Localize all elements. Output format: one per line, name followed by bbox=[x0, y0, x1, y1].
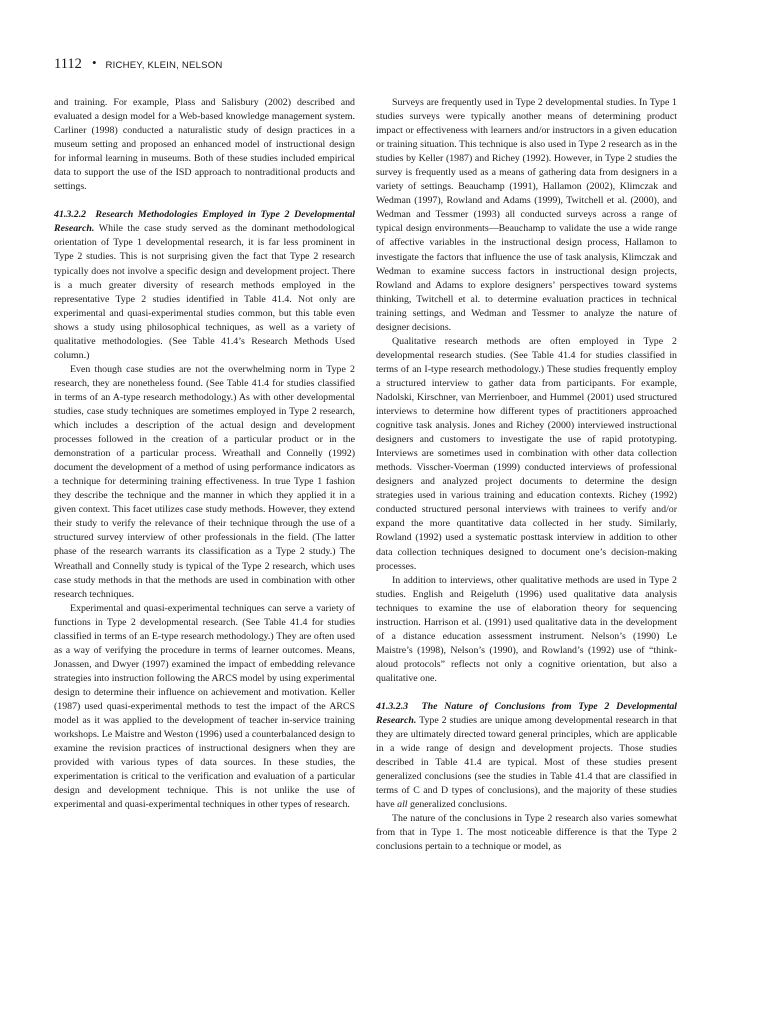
page-number: 1112 bbox=[54, 56, 82, 72]
right-column bbox=[376, 96, 677, 854]
section-number: 41.3.2.3 bbox=[376, 700, 409, 712]
section-title: Research Methodologies Employed in Type 2 Developmental Research. bbox=[54, 209, 355, 235]
section-paragraph-41-3-2-3 bbox=[376, 700, 677, 812]
paragraph: Qualitative research methods are often employed in Type 2 developmental research studies. (See Table 41.4 for studies classified in terms of an I-type research methodology.) These studies frequently employ a structured interview to gather data from participants. For example, Nadolski, Kirschner, van Merrienboer, and Hummel (2001) used structured interviews to determine how different types of practitioners approached cognitive task analysis. Jones and Richey (2000) interviewed instructional designers and customers to investigate the use of rapid prototyping. Interviews are sometimes used in combination with other data collection methods. Visscher-Voerman (1999) conducted interviews of professional designers and analyzed project documents to determine the design strategies used in various training and education contexts. Richey (1992) conducted structured personal interviews with trainees to verify and/or expand the more quantitative data collected in her study. Similarly, Rowland (1992) used a systematic posttask interview in addition to other data collection techniques designed to document one’s decision-making processes. bbox=[376, 335, 677, 572]
paragraph: In addition to interviews, other qualitative methods are used in Type 2 studies. English and Reigeluth (1996) used qualitative data analysis techniques to examine the use of elaboration theory for sequencing instruction. Harrison et al. (1991) used qualitative data in the development of a distance education assessment instrument. Nelson’s (1990) Le Maistre’s (1998), Nelson’s (1990), and Rowland’s (1992) use of “think-aloud protocols” reflects not only a cognitive orientation, but also a qualitative one. bbox=[376, 574, 677, 684]
running-head: RICHEY, KLEIN, NELSON bbox=[105, 60, 223, 71]
paragraph: Surveys are frequently used in Type 2 developmental studies. In Type 1 studies surveys were typically another means of determining product impact or effectiveness with learners and/or instructors in a given education or training situation. This technique is also used in Type 2 research as in the studies by Keller (1987) and Richey (1992). However, in Type 2 studies the survey is frequently used as a means of gathering data from designers in a variety of settings. Beauchamp (1991), Hallamon (2002), Klimczak and Wedman (1997), Rowland and Adams (1999), Twitchell et al. (2000), and Wedman and Tessmer (1993) all conducted surveys across a range of typical design environments—Beauchamp to validate the use a wide range of affective variables in the instructional design process, Hallamon to investigate the factors that influence the use of task analysis, Klimczak and Wedman to examine success factors in instructional design projects, Rowland and Adams to explore designers’ perspectives toward systems thinking, Twitchell et al. to determine evaluation practices in technical training settings, and Wedman and Tessmer to analyze the nature of designer decisions. bbox=[376, 97, 677, 333]
left-column bbox=[54, 96, 355, 812]
emphasis-all: all bbox=[397, 799, 408, 811]
paragraph: The nature of the conclusions in Type 2 research also varies somewhat from that in Type 1. The most noticeable difference is that the Type 2 conclusions pertain to a technique or model, as bbox=[376, 813, 677, 853]
paragraph: Even though case studies are not the overwhelming norm in Type 2 research, they are nonetheless found. (See Table 41.4 for studies classified in terms of an A-type research methodology.) As with other developmental studies, case study techniques are sometimes employed in Type 2 research, which includes a description of the actual design and development processes followed in the creation of a particular product or in the demonstration of a particular process. Wreathall and Connelly (1992) document the development of a method of using performance indicators as a technique for determining training effectiveness. In true Type 1 fashion they describe the technique and the manner in which they applied it in a given context. This facet utilizes case study methods. However, they extend their study to verify the relevance of their technique through the use of a structured survey interview of other professionals in the field. (The latter phase of the research warrants its classification as a Type 2 study.) The Wreathall and Connelly study is typical of the Type 2 research, which uses case study methods in that the methods are used in combination with other research techniques. bbox=[54, 363, 355, 600]
section-title: The Nature of Conclusions from Type 2 Developmental Research. bbox=[376, 700, 678, 727]
paragraph-body: Type 2 studies are unique among developmental research in that they are ultimately directed toward general principles, which are applicable in a wide range of design and development projects. Those studies described in Table 41.4 are typical. Most of these studies present generalized conclusions (see the studies in Table 41.4 that are classified in terms of C and D types of conclusions), and the majority of these studies have bbox=[376, 715, 677, 811]
paragraph: and training. For example, Plass and Salisbury (2002) described and evaluated a design model for a Web-based knowledge management system. Carliner (1998) conducted a naturalistic study of design practices in a museum setting and proposed an enhanced model of instructional design for informal learning in museums. Both of these studies included empirical data to support the use of the ISD approach to nontraditional products and settings. bbox=[54, 97, 355, 193]
header-bullet: • bbox=[91, 55, 97, 70]
paragraph-body: While the case study served as the dominant methodological orientation of Type 1 developmental research, it is far less prominent in Type 2 studies. This is not surprising given the fact that Type 2 research typically does not involve a specific design and development project. There is a much greater diversity of research methods employed in the representative Type 2 studies identified in Table 41.4. Not only are experimental and quasi-experimental studies common, but this table even shows a study using philosophical techniques, as well as a variety of qualitative methodologies. (See Table 41.4’s Research Methods Used column.) bbox=[54, 223, 355, 361]
page-header bbox=[54, 56, 223, 74]
section-number: 41.3.2.2 bbox=[54, 209, 87, 221]
paragraph: Experimental and quasi-experimental techniques can serve a variety of functions in Type 2 developmental research. (See Table 41.4 for studies classified in terms of an E-type research methodology.) They are often used as a way of verifying the procedure in terms of learner outcomes. Means, Jonassen, and Dwyer (1997) examined the impact of embedding relevance strategies into instruction following the ARCS model by using experimental design to determine their influence on achievement and motivation. Keller (1987) used quasi-experimental methods to test the impact of the ARCS model as it was applied to the development of teacher in-service training workshops. Le Maistre and Weston (1996) used a counterbalanced design to examine the revision practices of instructional designers when they are provided with various types of data sources. In these studies, the experimentation is critical to the verification and evaluation of a particular design and development technique. This is not unlike the use of experimental and quasi-experimental techniques in other types of research. bbox=[54, 602, 355, 811]
paragraph-body-end: generalized conclusions. bbox=[410, 799, 508, 811]
section-paragraph-41-3-2-2 bbox=[54, 208, 355, 363]
